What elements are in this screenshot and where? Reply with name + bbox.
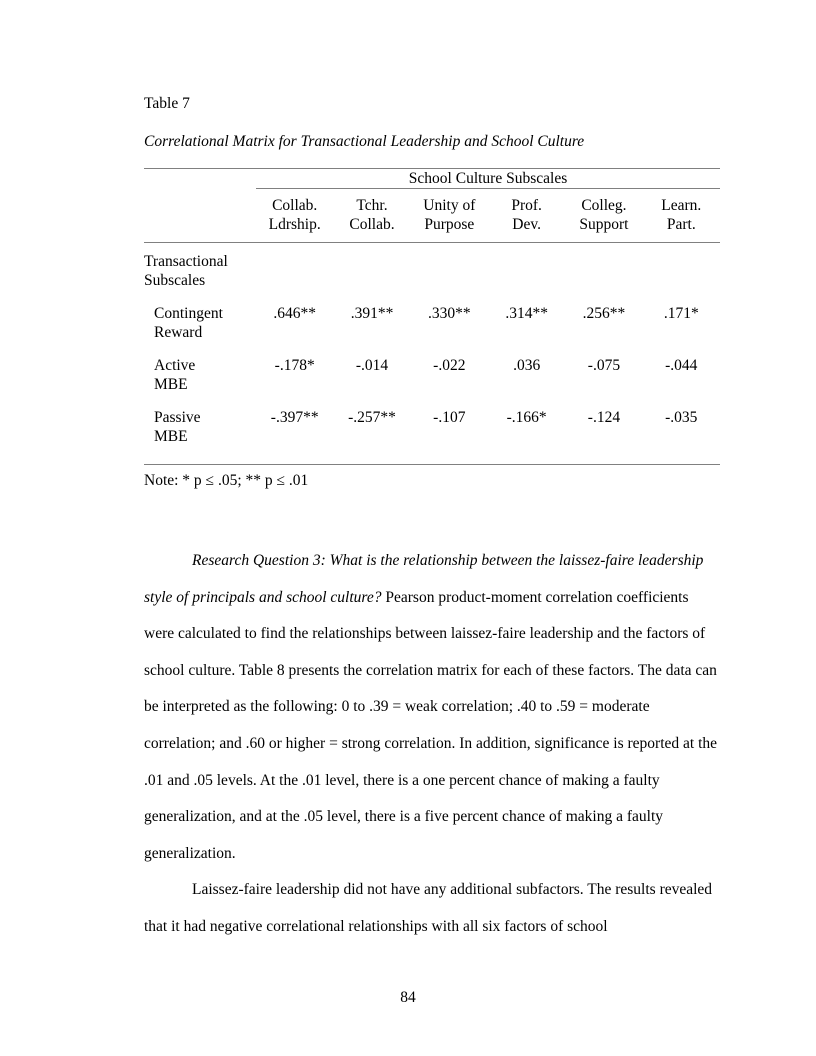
row-label-line2: MBE — [154, 428, 188, 445]
column-header-line1: Learn. — [661, 197, 702, 214]
column-header-learn-part — [643, 189, 720, 243]
table-cell: -.035 — [643, 394, 720, 465]
table-number-label: Table 7 — [144, 95, 190, 112]
section-row-blank — [411, 243, 488, 291]
column-header-line2: Purpose — [424, 216, 475, 233]
table-cell: -.178* — [274, 357, 315, 374]
table-cell: -.022 — [433, 357, 466, 374]
table-cell: -.044 — [665, 357, 698, 374]
column-header-line2: Dev. — [512, 216, 541, 233]
column-header-line1: Prof. — [511, 197, 542, 214]
section-label-line2: Subscales — [144, 272, 206, 289]
table-title: Correlational Matrix for Transactional Leadership and School Culture — [144, 133, 585, 150]
table-cell: -.107 — [411, 394, 488, 465]
row-label-contingent-reward — [144, 290, 256, 342]
table-cell: -.124 — [565, 394, 642, 465]
row-label-line1: Passive — [154, 409, 201, 426]
table-spanner-row — [144, 169, 720, 189]
page-number: 84 — [400, 989, 416, 1006]
row-label-line1: Active — [154, 357, 196, 374]
column-header-line1: Unity of — [423, 197, 476, 214]
column-header-prof-dev — [488, 189, 565, 243]
table-column-header-row — [144, 189, 720, 243]
column-header-line2: Collab. — [349, 216, 395, 233]
page-content — [144, 94, 720, 946]
section-row-blank — [488, 243, 565, 291]
row-label-line1: Contingent — [154, 305, 223, 322]
section-row-blank — [333, 243, 410, 291]
spanner-stub-blank — [144, 169, 256, 189]
column-header-collab-ldrship — [256, 189, 333, 243]
table-cell: -.014 — [355, 357, 389, 374]
table-cell: -.257** — [333, 394, 410, 465]
column-header-unity-of-purpose — [411, 189, 488, 243]
column-header-stub-blank — [144, 189, 256, 243]
section-row-blank — [256, 243, 333, 291]
table-cell: -.166* — [488, 394, 565, 465]
column-header-line2: Ldrship. — [268, 216, 321, 233]
row-label-line2: Reward — [154, 324, 203, 341]
column-header-line1: Tchr. — [356, 197, 388, 214]
section-row-blank — [565, 243, 642, 291]
table-section-label — [144, 243, 256, 291]
table-row — [144, 342, 720, 394]
row-label-passive-mbe — [144, 394, 256, 465]
column-header-line1: Colleg. — [581, 197, 627, 214]
table-cell: -.075 — [587, 357, 621, 374]
section-row-blank — [643, 243, 720, 291]
table-cell: -.397** — [256, 394, 333, 465]
column-header-line2: Part. — [666, 216, 696, 233]
table-cell: .314** — [505, 305, 548, 322]
column-header-line1: Collab. — [272, 197, 318, 214]
table-cell: .256** — [582, 305, 626, 322]
table-cell: .171* — [663, 305, 699, 322]
table-cell: .330** — [428, 305, 471, 322]
table-row — [144, 394, 720, 465]
body-text — [144, 543, 720, 946]
table-cell: .646** — [273, 305, 316, 322]
table-cell: .036 — [513, 357, 541, 374]
paragraph-laissez-faire-results: Laissez-faire leadership did not have any additional subfactors. The results revealed that it had negative correlational relationships with all six factors of school — [144, 881, 713, 935]
paragraph-body-rest: Pearson product-moment correlation coefficients were calculated to find the relationships between laissez-faire leadership and the factors of school culture. Table 8 presents the correlation matrix for each of these factors. The data can be interpreted as the following: 0 to .39 = weak correlation; .40 to .59 = moderate correlation; and .60 or higher = strong correlation. In addition, significance is reported at the .01 and .05 levels. At the .01 level, there is a one percent chance of making a faulty generalization, and at the .05 level, there is a five percent chance of making a faulty generalization. — [144, 588, 718, 862]
paragraph-research-question-3 — [144, 543, 720, 872]
row-label-active-mbe — [144, 342, 256, 394]
column-header-line2: Support — [579, 216, 629, 233]
correlation-matrix-table — [144, 168, 720, 465]
research-question-lead: Research Question 3: What is the relationship between the laissez-faire leadership style of principals and school culture? — [144, 552, 704, 606]
table-spanner-label: School Culture Subscales — [256, 169, 720, 189]
column-header-tchr-collab — [333, 189, 410, 243]
table-cell: .391** — [350, 305, 394, 322]
row-label-line2: MBE — [154, 376, 188, 393]
section-label-line1: Transactional — [144, 253, 228, 270]
table-row — [144, 290, 720, 342]
table-note: Note: * p ≤ .05; ** p ≤ .01 — [144, 472, 309, 489]
column-header-colleg-support — [565, 189, 642, 243]
table-section-label-row — [144, 243, 720, 291]
